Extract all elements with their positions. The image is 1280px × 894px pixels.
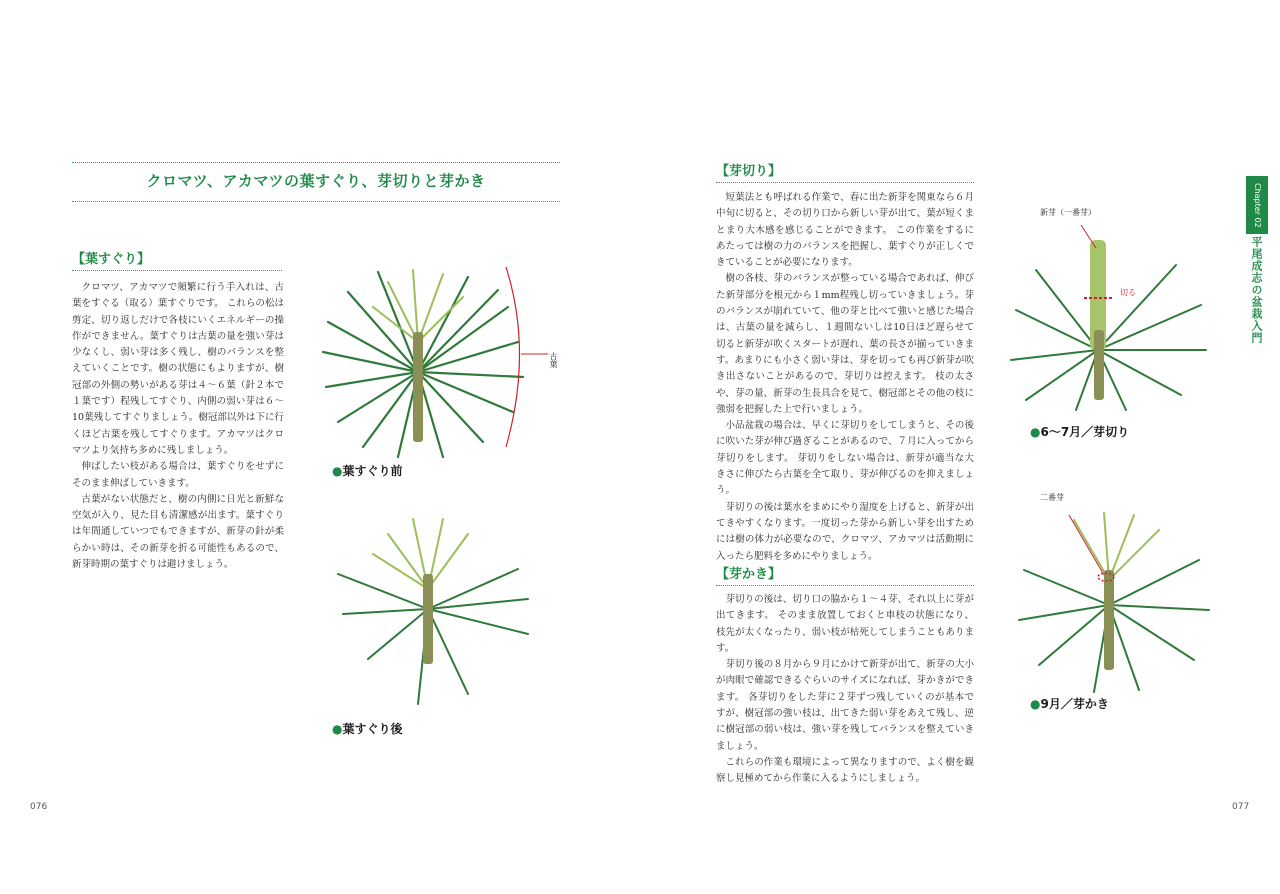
article-title-box xyxy=(72,162,560,202)
paragraph: 小品盆栽の場合は、早くに芽切りをしてしまうと、その後に吹いた芽が伸び過ぎることがあるので、７月に入ってから芽切りをします。 芽切りをしない場合は、新芽が適当な大きさに伸びたら古葉を全て取り、芽が伸びるのを抑えましょう。 xyxy=(716,420,974,497)
caption-before-text: 葉すぐり前 xyxy=(342,464,403,478)
pine-mekaki-illustration xyxy=(1014,510,1214,695)
pine-after-illustration xyxy=(328,514,538,709)
section-body-mekaki xyxy=(716,592,974,788)
label-new-bud: 新芽（一番芽） xyxy=(1040,208,1096,217)
caption-sept xyxy=(1030,695,1109,712)
caption-after xyxy=(332,720,403,737)
paragraph: 樹の各枝、芽のバランスが整っている場合であれば、伸びた新芽部分を根元から１mm程残し切っていきましょう。芽のバランスが崩れていて、他の芽と比べて強いと感じた場合は、古葉の量を減らし、１週間ないしは10日ほど遅らせて切ると新芽が吹くスタートが遅れ、葉の長さが揃っていきます。あまりにも小さく弱い芽は、芽を切っても再び新芽が吹き出さないことがあるので、芽切りは控えます。 枝の太さや、芽の量、新芽の生長具合を見て、樹冠部とその他の枝に強弱を把握した上で行いましょう。 xyxy=(716,273,974,415)
label-old-leaves: 古葉 xyxy=(549,352,558,368)
section-heading-megiri: 【芽切り】 xyxy=(716,160,974,183)
caption-june xyxy=(1030,423,1129,440)
paragraph: 短葉法とも呼ばれる作業で、春に出た新芽を関東なら６月中旬に切ると、その切り口から新しい芽が出て、葉が短くまとまり大木感を感じることができます。 この作業をするにあたっては樹の力のバランスを把握し、葉すぐりが正しくできていることが必要になります。 xyxy=(716,192,974,269)
chapter-tab-label: Chapter 02 xyxy=(1253,182,1262,228)
bullet-icon: ● xyxy=(332,722,343,736)
caption-after-text: 葉すぐり後 xyxy=(342,722,403,736)
label-second-bud: 二番芽 xyxy=(1040,493,1064,502)
bullet-icon: ● xyxy=(1030,697,1041,711)
bullet-icon: ● xyxy=(332,464,343,478)
pine-megiri-illustration xyxy=(1006,220,1216,415)
paragraph: 古葉がない状態だと、樹の内側に日光と新鮮な空気が入り、見た目も清潔感が出ます。葉すぐりは年間通していつでもできますが、新芽の針が柔らかい時は、その新芽を折る可能性もあるので、新芽時期の葉すぐりは避けましょう。 xyxy=(72,493,284,571)
caption-sept-text: 9月／芽かき xyxy=(1040,697,1109,711)
caption-june-text: 6～7月／芽切り xyxy=(1040,425,1130,439)
article-title: クロマツ、アカマツの葉すぐり、芽切りと芽かき xyxy=(146,172,486,190)
section-heading-mekaki: 【芽かき】 xyxy=(716,563,974,586)
caption-before xyxy=(332,462,403,479)
section-heading-hasuguri: 【葉すぐり】 xyxy=(72,248,282,271)
chapter-title: 平尾成志の盆栽入門 xyxy=(1250,236,1263,344)
paragraph: 芽切りの後は、切り口の脇から１～４芽、それ以上に芽が出てきます。 そのまま放置しておくと車枝の状態になり、枝先が太くなったり、弱い枝が枯死してしまうこともあります。 xyxy=(716,594,974,654)
paragraph: これらの作業も環境によって異なりますので、よく樹を観察し見極めてから作業に入るようにしましょう。 xyxy=(716,756,974,785)
section-heading-megiri-wrap xyxy=(716,160,974,183)
section-body-megiri xyxy=(716,190,974,565)
paragraph: クロマツ、アカマツで頻繁に行う手入れは、古葉をすぐる（取る）葉すぐりです。 これらの松は剪定、切り返しだけで各枝にいくエネルギーの操作ができません。葉すぐりは古葉の量を強い芽は少なくし、弱い芽は多く残し、樹のバランスを整えていくことです。樹の状態にもよりますが、樹冠部の外側の勢いがある芽は４～６葉（針２本で１葉です）程残してすぐり、内側の弱い芽は６～10葉残してすぐりましょう。樹冠部以外は下に行くほど古葉を残してすぐります。アカマツはクロマツより気持ち多めに残しましょう。 xyxy=(72,282,284,456)
chapter-tab xyxy=(1246,176,1268,234)
paragraph: 芽切りの後は葉水をまめにやり湿度を上げると、新芽が出てきやすくなります。一度切った芽から新しい芽を出すためには樹の体力が必要なので、クロマツ、アカマツは活動期に入ったら肥料を多めにやりましょう。 xyxy=(716,501,974,562)
bullet-icon: ● xyxy=(1030,425,1041,439)
page-number-right: 077 xyxy=(1232,802,1250,812)
label-cut: 切る xyxy=(1120,288,1136,297)
page-number-left: 076 xyxy=(30,802,48,812)
section-body-hasuguri xyxy=(72,280,284,573)
section-heading-mekaki-wrap xyxy=(716,563,974,586)
section-heading-hasuguri-wrap xyxy=(72,248,282,271)
paragraph: 芽切り後の８月から９月にかけて新芽が出て、新芽の大小が肉眼で確認できるぐらいのサイズになれば、芽かきができます。 各芽切りをした芽に２芽ずつ残していくのが基本ですが、樹冠部の強い枝は、出てきた弱い芽をあえて残し、逆に樹冠部の弱い枝は、強い芽を残してバランスを整えていきましょう。 xyxy=(716,659,974,752)
pine-before-illustration xyxy=(318,262,568,462)
paragraph: 伸ばしたい枝がある場合は、葉すぐりをせずにそのまま伸ばしていきます。 xyxy=(72,461,284,489)
